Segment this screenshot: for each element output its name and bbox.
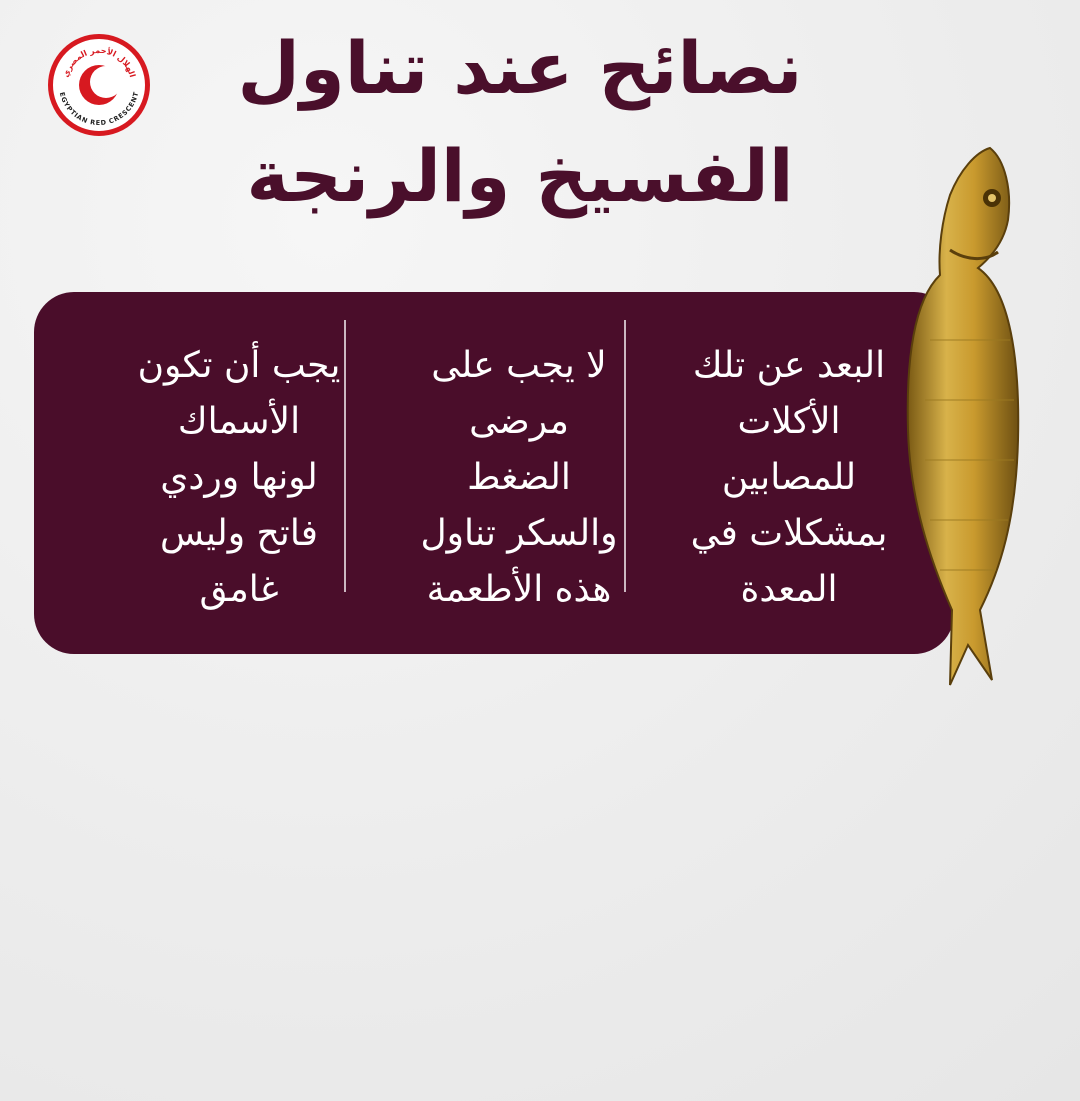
egyptian-red-crescent-logo xyxy=(48,34,150,136)
tips-panel xyxy=(34,292,954,654)
page-title-line1: نصائح عند تناول xyxy=(237,26,803,110)
panel-column-pressure-diabetes: لا يجب على مرضى الضغط والسكر تناول هذه الأطعمة xyxy=(420,345,618,610)
herring-fish-icon xyxy=(880,140,1030,700)
panel-column-stomach: البعد عن تلك الأكلات للمصابين بمشكلات في المعدة xyxy=(690,345,888,610)
red-crescent-icon xyxy=(53,39,145,131)
page-title-line2: الفسيخ والرنجة xyxy=(246,134,794,218)
logo-arabic-text: الهلال الأحمر المصري xyxy=(61,45,137,79)
panel-column-fish-color: يجب أن تكون الأسماك لونها وردي فاتح وليس غامق xyxy=(137,345,341,610)
logo-english-text: EGYPTIAN RED CRESCENT xyxy=(57,91,141,128)
